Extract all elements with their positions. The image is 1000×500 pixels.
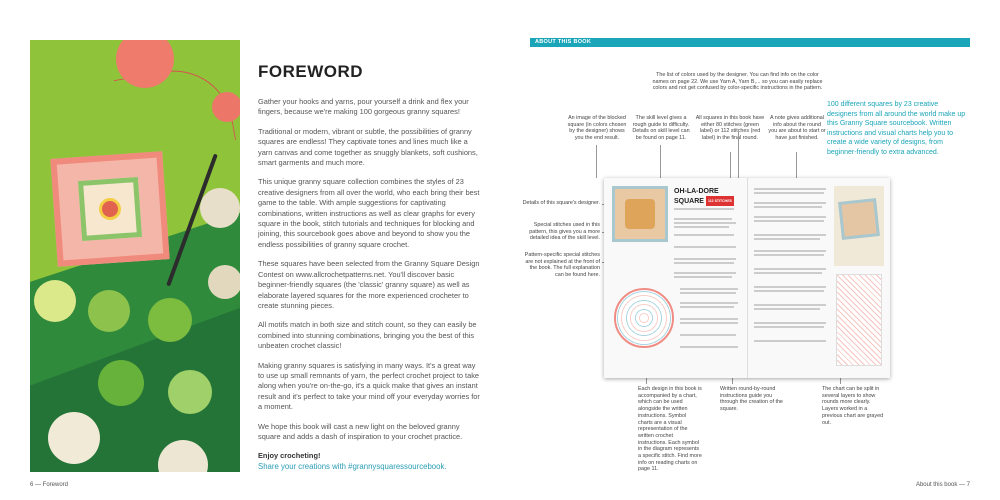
text-line — [754, 326, 824, 328]
yarn-ball-lightgreen — [168, 370, 212, 414]
callout-designer: Details of this square's designer. — [522, 200, 600, 206]
leader-line — [796, 152, 797, 178]
text-line — [680, 302, 738, 304]
text-line — [680, 292, 736, 294]
text-line — [674, 208, 734, 210]
paragraph: Making granny squares is satisfying in many ways. It's a great way to use up small remnants of yarn, the perfect crochet project to take along when you're on-the-go, it's a quick make that gives an instant result and it's perfect to take your mind off your everyday worries for a moment. — [258, 360, 480, 412]
text-line — [680, 334, 736, 336]
callout-image: An image of the blocked square (in colors chosen by the designer) shows you the end result. — [567, 115, 627, 142]
text-line — [754, 238, 820, 240]
section-header-bar — [530, 38, 970, 47]
yarn-ball-beige — [200, 188, 240, 228]
yarn-ball-green-3 — [98, 360, 144, 406]
page-number-left: 6 — Foreword — [30, 482, 69, 488]
paragraph: Gather your hooks and yarns, pour yourself a drink and flex your fingers, because we're making 100 gorgeous granny squares! — [258, 97, 469, 117]
sample-title-line2: SQUARE — [674, 197, 704, 205]
text-line — [754, 202, 826, 204]
spread-fold — [747, 178, 748, 378]
text-line — [680, 306, 734, 308]
text-line — [674, 276, 732, 278]
yarn-ball-lime — [34, 280, 76, 322]
text-line — [674, 218, 732, 220]
text-line — [754, 220, 824, 222]
paragraph: This unique granny square collection combines the styles of 23 creative designers from all over the world, who each bring their best game to the table. With ample suggestions for captivating combinations, written instructions as well as clear graphs for every square in the book, stitch tutorials and techniques for blocking and joining, this sourcebook goes above and beyond to show you the endless possibilities of granny square crochet. — [258, 177, 480, 249]
sample-square-image — [612, 186, 668, 242]
text-line — [674, 258, 736, 260]
text-line — [674, 222, 736, 224]
callout-stitches: All squares in this book have either 80 stitches (green label) or 112 stitches (red label) in the final round. — [695, 115, 765, 142]
callout-chart: Each design in this book is accompanied by a chart, which can be used alongside the written instructions. Symbol charts are a visual representation of the written crochet instructions. Each symbol in the diagram represents a specific stitch. Find more info on reading charts on page 11. — [638, 386, 702, 473]
sample-title-line1: OH-LA-DORE — [674, 188, 719, 195]
granny-square-flower — [98, 197, 121, 220]
sample-symbol-chart — [614, 288, 674, 348]
text-line — [674, 234, 734, 236]
foreword-section — [258, 62, 483, 471]
yarn-ball-beige-small — [208, 265, 240, 299]
paragraph: Traditional or modern, vibrant or subtle, the possibilities of granny squares are endless! They captivate tones and lines much like a yarn canvas and come together as snuggly blankets, soft cushions, smart garments and much more. — [258, 126, 478, 168]
text-line — [754, 304, 826, 306]
sample-square-center — [625, 199, 655, 229]
text-line — [754, 272, 822, 274]
leader-line — [738, 132, 739, 178]
callout-special-stitches: Special stitches used in this pattern, this gives you a more detailed idea of the skill level. — [529, 222, 600, 242]
text-line — [754, 250, 826, 252]
text-line — [680, 346, 738, 348]
sample-title — [674, 188, 734, 206]
sample-photo-square — [838, 198, 880, 240]
text-line — [754, 268, 826, 270]
yarn-photo — [30, 40, 240, 472]
text-line — [754, 308, 820, 310]
callout-written: Written round-by-round instructions guide you through the creation of the square. — [720, 386, 783, 413]
paragraph: These squares have been selected from the Granny Square Design Contest on www.allcrochetpatterns.net. You'll discover basic beginner-friendly squares (the 'classic' granny square) as well as elaborate layered squares for the more experienced crocheter to create stunning pieces. — [258, 259, 480, 310]
text-line — [754, 192, 824, 194]
leader-line — [730, 152, 731, 178]
text-line — [680, 288, 738, 290]
text-line — [754, 340, 826, 342]
text-line — [754, 234, 826, 236]
section-header: ABOUT THIS BOOK — [535, 39, 592, 45]
paragraph: All motifs match in both size and stitch count, so they can easily be combined into stunning combinations, bringing you the best of this unbeaten crochet classic! — [258, 320, 477, 351]
callout-pattern-specific: Pattern-specific special stitches are not explained at the front of the book. The full explanation can be found here. — [524, 252, 600, 279]
sample-layer-chart — [836, 274, 882, 366]
text-line — [674, 262, 734, 264]
right-page — [500, 0, 1000, 500]
granny-square — [50, 151, 169, 267]
sample-spread — [604, 178, 890, 378]
page-title: FOREWORD — [258, 62, 364, 81]
text-line — [754, 206, 822, 208]
yarn-ball-coral-small — [212, 92, 240, 122]
text-line — [674, 246, 736, 248]
text-line — [754, 286, 826, 288]
yarn-ball-cream — [48, 412, 100, 464]
callout-skill: The skill level gives a rough guide to difficulty. Details on skill level can be found on page 11. — [632, 115, 690, 142]
sample-photo — [834, 186, 884, 266]
intro-note: 100 different squares by 23 creative designers from all around the world make up this Granny Square sourcebook. Written instructions and visual charts help you to create a wide variety of designs, from beginner-friendly to extra advanced. — [827, 101, 966, 156]
callout-note: A note gives additional info about the round you are about to start or have just finished. — [768, 115, 826, 142]
text-line — [680, 318, 738, 320]
text-line — [674, 272, 736, 274]
leader-line — [596, 145, 597, 178]
page-number-right: About this book — 7 — [915, 482, 970, 488]
text-line — [754, 290, 824, 292]
leader-line — [660, 145, 661, 178]
granny-square-center — [78, 177, 142, 241]
yarn-ball-green-2 — [148, 298, 192, 342]
share-hashtag: Share your creations with #grannysquaressourcebook. — [258, 462, 447, 471]
text-line — [754, 188, 826, 190]
signoff: Enjoy crocheting! — [258, 451, 321, 461]
text-line — [754, 254, 824, 256]
yarn-ball-green — [88, 290, 130, 332]
text-line — [754, 216, 826, 218]
text-line — [754, 322, 826, 324]
callout-layers: The chart can be split in several layers to show rounds more clearly. Layers worked in a previous chart are grayed out. — [822, 386, 884, 426]
text-line — [674, 226, 729, 228]
stitch-count-tag: 112 STITCHES — [706, 196, 734, 206]
paragraph: We hope this book will cast a new light on the beloved granny square and adds a dash of inspiration to your crochet practice. — [258, 421, 463, 441]
text-line — [680, 322, 738, 324]
callout-colors: The list of colors used by the designer. You can find info on the color names on page 22. We use Yarn A, Yarn B,... so you can easily replace colors and not get confused by color-specific instructions in the pattern. — [652, 72, 823, 92]
